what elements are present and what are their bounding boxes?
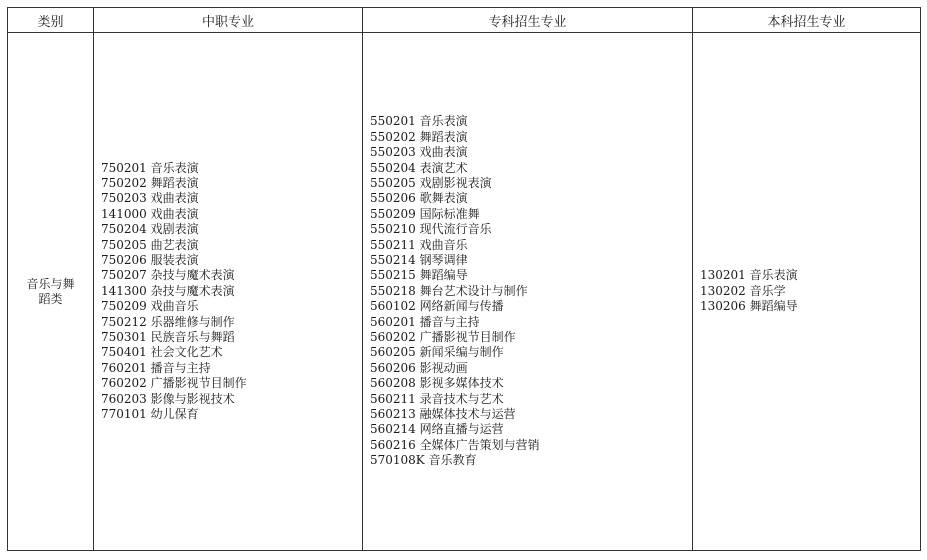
associate-major-list	[363, 114, 692, 468]
category-line: 蹈类	[38, 291, 63, 306]
category-cell	[8, 33, 94, 551]
major-item	[370, 376, 692, 391]
major-name: 网络新闻与传播	[419, 299, 504, 314]
major-code: 750212	[101, 314, 147, 329]
major-name: 新闻采编与制作	[419, 345, 504, 360]
major-code: 560206	[370, 360, 416, 375]
major-code: 760202	[101, 376, 147, 391]
major-code: 550218	[370, 283, 416, 298]
major-table	[7, 7, 921, 551]
major-code: 550209	[370, 206, 416, 221]
major-item	[370, 361, 692, 376]
major-name: 幼儿保育	[150, 407, 199, 422]
major-item	[700, 299, 920, 314]
major-name: 影视多媒体技术	[419, 376, 504, 391]
major-name: 影视动画	[419, 360, 468, 375]
major-item	[370, 253, 692, 268]
secondary-major-list	[94, 161, 362, 423]
major-item	[101, 191, 362, 206]
header-associate: 专科招生专业	[363, 8, 693, 33]
major-code: 550210	[370, 222, 416, 237]
major-item	[370, 422, 692, 437]
major-code: 750204	[101, 222, 147, 237]
major-code: 560205	[370, 345, 416, 360]
major-code: 550203	[370, 145, 416, 160]
major-code: 130202	[700, 283, 746, 298]
major-name: 戏曲表演	[419, 145, 468, 160]
major-item	[370, 130, 692, 145]
major-code: 560214	[370, 422, 416, 437]
major-code: 560213	[370, 407, 416, 422]
major-name: 全媒体广告策划与营销	[419, 437, 540, 452]
major-item	[101, 222, 362, 237]
major-name: 影像与影视技术	[150, 391, 235, 406]
major-name: 服装表演	[150, 252, 199, 267]
major-code: 750301	[101, 330, 147, 345]
major-name: 舞蹈表演	[150, 175, 199, 190]
header-secondary: 中职专业	[94, 8, 363, 33]
major-code: 550206	[370, 191, 416, 206]
major-item	[101, 284, 362, 299]
major-item	[101, 407, 362, 422]
major-code: 570108K	[370, 453, 425, 468]
major-name: 乐器维修与制作	[150, 314, 235, 329]
major-name: 曲艺表演	[150, 237, 199, 252]
major-code: 550201	[370, 114, 416, 129]
header-bachelor: 本科招生专业	[693, 8, 921, 33]
major-name: 戏剧影视表演	[419, 175, 492, 190]
major-item	[370, 161, 692, 176]
major-name: 国际标准舞	[419, 206, 480, 221]
major-item	[370, 438, 692, 453]
category-line: 音乐与舞	[26, 276, 75, 291]
header-row	[8, 8, 921, 33]
major-code: 130201	[700, 268, 746, 283]
major-item	[101, 361, 362, 376]
major-code: 560202	[370, 330, 416, 345]
major-name: 表演艺术	[419, 160, 468, 175]
major-code: 750401	[101, 345, 147, 360]
major-item	[370, 299, 692, 314]
major-name: 现代流行音乐	[419, 222, 492, 237]
major-item	[101, 207, 362, 222]
major-item	[370, 315, 692, 330]
major-code: 770101	[101, 407, 147, 422]
major-name: 录音技术与艺术	[419, 391, 504, 406]
major-name: 播音与主持	[150, 360, 211, 375]
major-name: 戏曲音乐	[150, 299, 199, 314]
major-item	[101, 392, 362, 407]
major-name: 戏曲表演	[150, 191, 199, 206]
major-item	[101, 268, 362, 283]
major-name: 融媒体技术与运营	[419, 407, 516, 422]
major-item	[370, 207, 692, 222]
major-code: 750207	[101, 268, 147, 283]
major-item	[101, 161, 362, 176]
major-name: 钢琴调律	[419, 252, 468, 267]
major-code: 750201	[101, 160, 147, 175]
major-item	[370, 453, 692, 468]
major-code: 750206	[101, 252, 147, 267]
major-item	[370, 284, 692, 299]
major-name: 广播影视节目制作	[150, 376, 247, 391]
major-code: 760203	[101, 391, 147, 406]
major-item	[101, 345, 362, 360]
major-name: 歌舞表演	[419, 191, 468, 206]
major-item	[370, 222, 692, 237]
major-name: 网络直播与运营	[419, 422, 504, 437]
major-item	[370, 345, 692, 360]
major-code: 141300	[101, 283, 147, 298]
major-item	[101, 238, 362, 253]
major-code: 141000	[101, 206, 147, 221]
major-name: 舞蹈编导	[419, 268, 468, 283]
major-item	[101, 376, 362, 391]
major-code: 130206	[700, 299, 746, 314]
major-item	[370, 145, 692, 160]
major-item	[370, 238, 692, 253]
bachelor-major-list	[693, 268, 920, 314]
major-name: 音乐表演	[419, 114, 468, 129]
major-code: 750202	[101, 175, 147, 190]
major-item	[101, 253, 362, 268]
major-item	[370, 407, 692, 422]
major-name: 社会文化艺术	[150, 345, 223, 360]
major-item	[101, 299, 362, 314]
major-item	[370, 392, 692, 407]
major-name: 民族音乐与舞蹈	[150, 330, 235, 345]
bachelor-cell	[693, 33, 921, 551]
major-code: 560216	[370, 437, 416, 452]
major-code: 550204	[370, 160, 416, 175]
major-item	[370, 191, 692, 206]
major-name: 杂技与魔术表演	[150, 283, 235, 298]
major-code: 750205	[101, 237, 147, 252]
major-code: 550214	[370, 252, 416, 267]
major-name: 舞蹈表演	[419, 129, 468, 144]
major-item	[370, 114, 692, 129]
major-item	[700, 268, 920, 283]
major-code: 550211	[370, 237, 416, 252]
major-item	[700, 284, 920, 299]
major-name: 音乐学	[749, 283, 786, 298]
major-item	[370, 268, 692, 283]
major-code: 550205	[370, 175, 416, 190]
major-item	[370, 330, 692, 345]
major-item	[101, 176, 362, 191]
major-name: 音乐教育	[428, 453, 477, 468]
major-code: 560201	[370, 314, 416, 329]
associate-cell	[363, 33, 693, 551]
major-code: 560102	[370, 299, 416, 314]
major-name: 戏曲表演	[150, 206, 199, 221]
major-name: 播音与主持	[419, 314, 480, 329]
major-code: 750209	[101, 299, 147, 314]
major-code: 560211	[370, 391, 416, 406]
major-item	[101, 330, 362, 345]
major-name: 音乐表演	[150, 160, 199, 175]
major-name: 戏曲音乐	[419, 237, 468, 252]
major-name: 舞台艺术设计与制作	[419, 283, 528, 298]
major-code: 550215	[370, 268, 416, 283]
major-item	[370, 176, 692, 191]
major-item	[101, 315, 362, 330]
major-name: 音乐表演	[749, 268, 798, 283]
major-name: 戏剧表演	[150, 222, 199, 237]
secondary-cell	[94, 33, 363, 551]
major-code: 550202	[370, 129, 416, 144]
major-code: 750203	[101, 191, 147, 206]
major-code: 560208	[370, 376, 416, 391]
table-row	[8, 33, 921, 551]
major-name: 杂技与魔术表演	[150, 268, 235, 283]
major-code: 760201	[101, 360, 147, 375]
major-name: 舞蹈编导	[749, 299, 798, 314]
header-category: 类别	[8, 8, 94, 33]
major-name: 广播影视节目制作	[419, 330, 516, 345]
